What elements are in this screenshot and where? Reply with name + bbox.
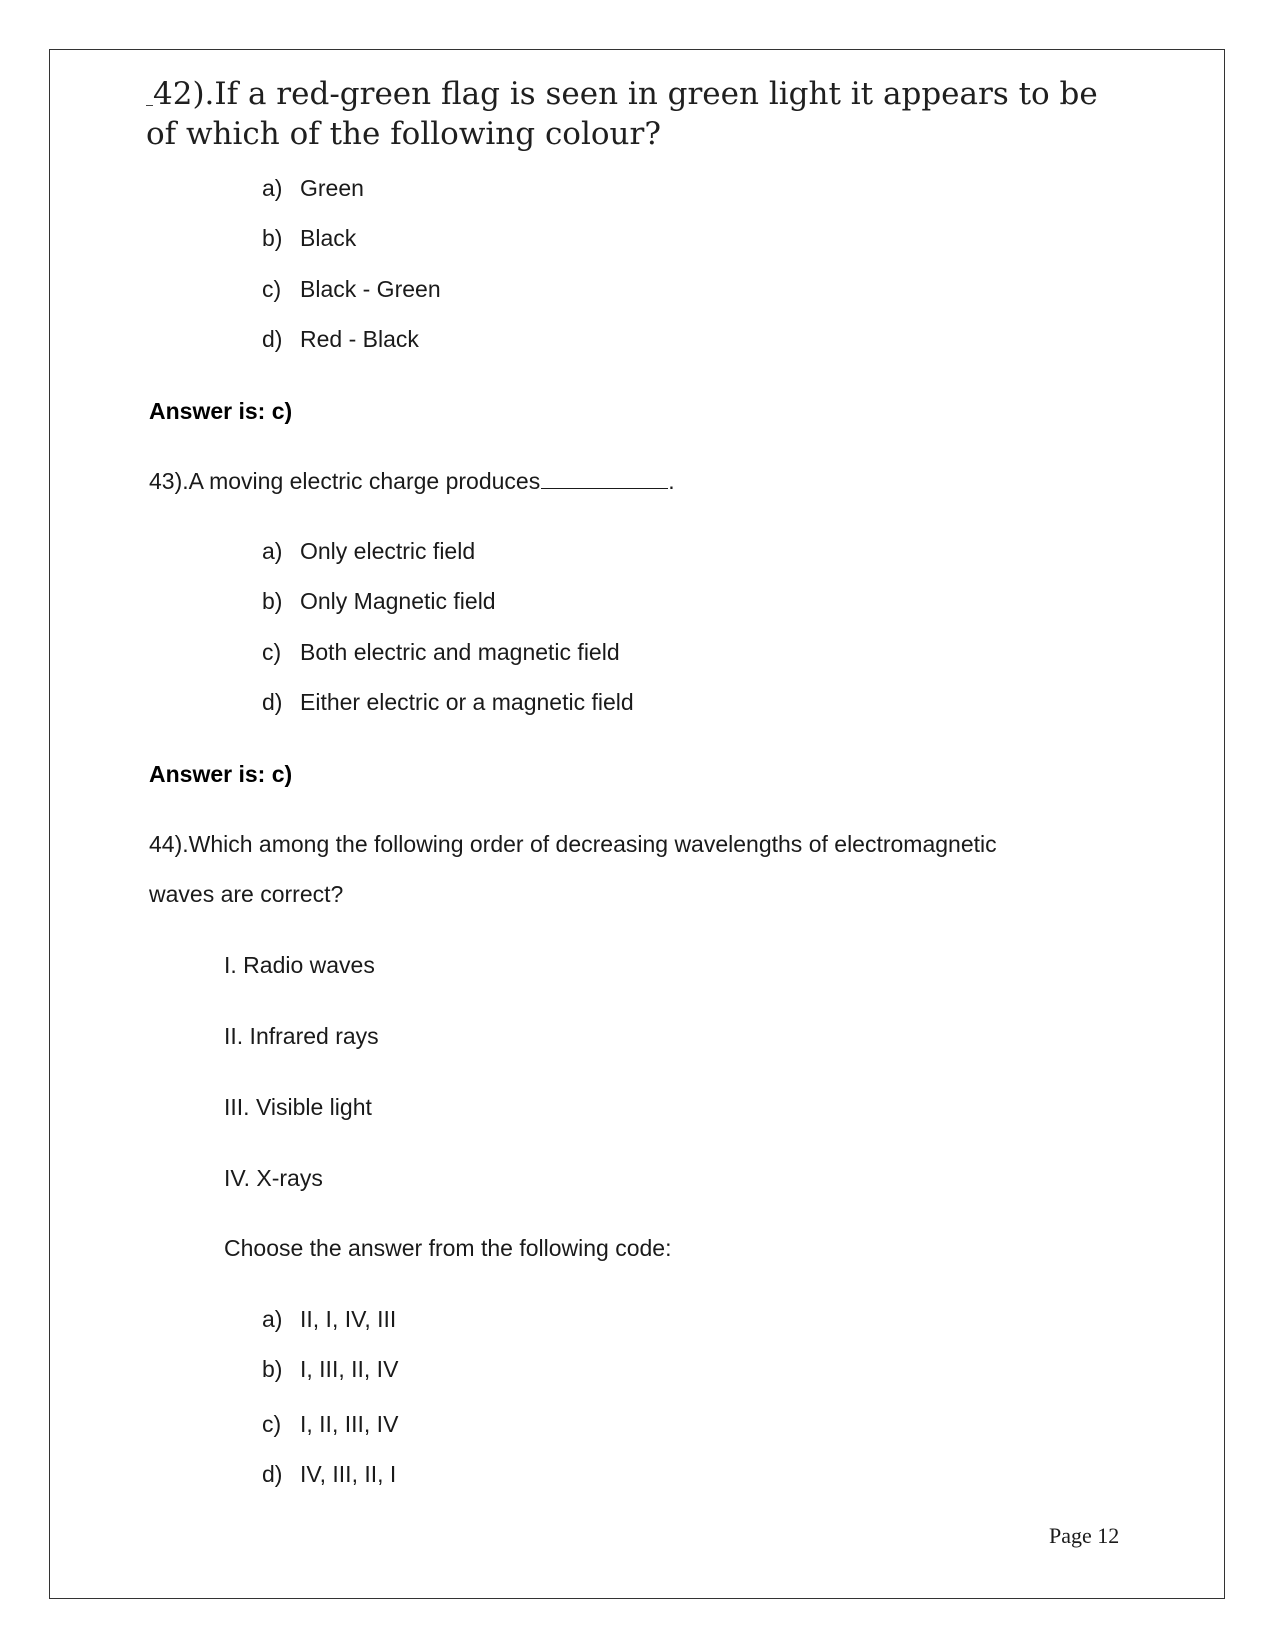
q43-option-b: b) Only Magnetic field [262,588,496,614]
question-42 [146,74,1126,154]
page-border [49,49,1225,1599]
q42-answer: Answer is: c) [149,398,293,424]
q44-item-2: II. Infrared rays [224,1023,379,1049]
question-43: 43).A moving electric charge produces . [149,468,675,494]
q43-answer: Answer is: c) [149,761,293,787]
question-44-line-2: waves are correct? [149,881,344,907]
leading-mark [146,105,153,106]
q44-option-c: c) I, II, III, IV [262,1411,399,1437]
q43-option-a: a) Only electric field [262,538,476,564]
fill-in-blank [541,487,668,489]
page-number: Page 12 [1049,1523,1120,1548]
q44-item-3: III. Visible light [224,1094,372,1120]
q43-option-d: d) Either electric or a magnetic field [262,689,634,715]
q44-option-b: b) I, III, II, IV [262,1356,399,1382]
q44-option-a: a) II, I, IV, III [262,1306,397,1332]
q44-option-d: d) IV, III, II, I [262,1461,397,1487]
q42-option-c: c) Black - Green [262,276,441,302]
q42-option-a: a) Green [262,175,364,201]
q42-option-d: d) Red - Black [262,326,419,352]
q44-item-4: IV. X-rays [224,1165,323,1191]
q43-option-c: c) Both electric and magnetic field [262,639,620,665]
question-44-line-1: 44).Which among the following order of decreasing wavelengths of electromagnetic [149,831,997,857]
question-42-text: 42).If a red-green flag is seen in green light it appears to be of which of the following colour? [146,76,1098,152]
q44-instruction: Choose the answer from the following code: [224,1235,672,1261]
q42-option-b: b) Black [262,225,357,251]
q44-item-1: I. Radio waves [224,952,375,978]
